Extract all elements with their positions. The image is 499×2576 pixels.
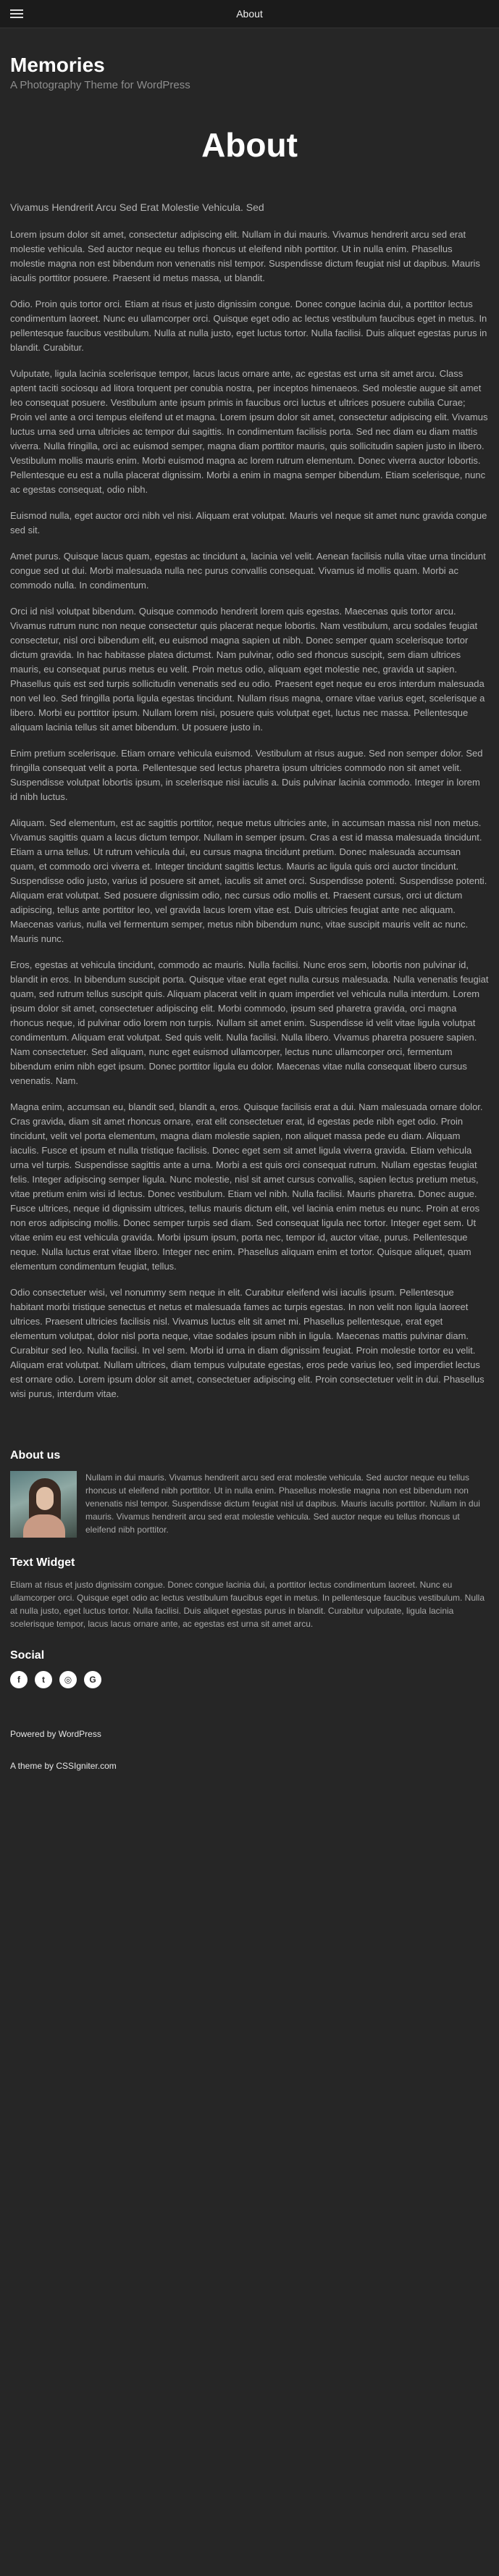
site-footer: [0, 1688, 499, 1771]
paragraph: Odio consectetuer wisi, vel nonummy sem neque in elit. Curabitur eleifend wisi iaculis ipsum. Pellentesque habitant morbi tristique senectus et netus et malesuada fames ac turpis egestas. In non velit non ligula laoreet ultrices. Praesent ultricies facilisis nisl. Vivamus luctus elit sit amet mi. Phasellus pellentesque, erat eget elementum volutpat, dolor nisl porta neque, vitae sodales ipsum nibh in ligula. Maecenas mattis pulvinar diam. Curabitur sed leo. Nulla facilisi. In vel sem. Morbi id urna in diam dignissim feugiat. Proin molestie tortor eu velit. Aliquam erat volutpat. Nullam ultrices, diam tempus vulputate egestas, eros pede varius leo, sed imperdiet lectus est ornare odio. Lorem ipsum dolor sit amet, consectetuer adipiscing elit. Proin consectetuer velit in dui. Phasellus wisi purus, interdum vitae.: [10, 1287, 485, 1399]
twitter-icon[interactable]: t: [35, 1671, 52, 1688]
site-header: [0, 28, 499, 91]
site-description: A Photography Theme for WordPress: [10, 79, 190, 91]
widget-title: Social: [10, 1649, 45, 1662]
about-text: Nullam in dui mauris. Vivamus hendrerit arcu sed erat molestie vehicula. Sed auctor neque eu tellus rhoncus ut eleifend nibh porttitor. Ut in nulla enim. Phasellus molestie magna non est bibendum non venenatis nisl tempor. Suspendisse dictum feugiat nisl ut dapibus. Mauris iaculis porttitor. Nullam in dui mauris. Vivamus hendrerit arcu sed erat molestie vehicula. Sed auctor neque eu tellus rhoncus ut eleifend nibh porttitor.: [85, 1472, 480, 1535]
page-title: About: [201, 126, 298, 164]
widget-title: About us: [10, 1449, 61, 1462]
sidebar-widgets: [0, 1413, 499, 1688]
google-icon[interactable]: G: [84, 1671, 101, 1688]
paragraph: Amet purus. Quisque lacus quam, egestas ac tincidunt a, lacinia vel velit. Aenean facilisis nulla vitae urna tincidunt congue sed ut dui. Morbi malesuada nulla nec purus convallis consequat. Vivamus id mollis quam. Morbi ac commodo nulla. In condimentum.: [10, 551, 486, 591]
paragraph: Enim pretium scelerisque. Etiam ornare vehicula euismod. Vestibulum at risus augue. Sed non semper dolor. Sed fringilla consequat velit a porta. Pellentesque sed lectus pharetra ipsum ultricies commodo non sit amet velit. Suspendisse volutpat lobortis ipsum, in scelerisque nisi iaculis a. Duis pulvinar lacinia commodo. Integer in lorem id nibh luctus.: [10, 748, 483, 802]
paragraph: Magna enim, accumsan eu, blandit sed, blandit a, eros. Quisque facilisis erat a dui. Nam malesuada ornare dolor. Cras gravida, diam sit amet rhoncus ornare, erat elit consectetuer erat, id egestas pede nibh eget odio. Proin tincidunt, velit vel porta elementum, magna diam molestie sapien, non aliquet massa pede eu diam. Aliquam iaculis. Fusce et ipsum et nulla tristique facilisis. Donec eget sem sit amet ligula viverra gravida. Etiam vehicula urna vel turpis. Suspendisse sagittis ante a urna. Morbi a est quis orci consequat rutrum. Nullam egestas feugiat felis. Integer adipiscing semper ligula. Nunc molestie, nisl sit amet cursus convallis, sapien lectus pretium metus, vitae pretium enim wisi id lectus. Donec vestibulum. Etiam vel nibh. Nulla facilisi. Mauris pharetra. Donec augue. Fusce ultrices, neque id dignissim ultrices, tellus mauris dictum elit, vel lacinia enim metus eu nunc. Proin at eros non eros adipiscing mollis. Donec semper turpis sed diam. Sed consequat ligula nec tortor. Integer eget sem. Ut vitae enim eu est vehicula gravida. Morbi ipsum ipsum, porta nec, tempor id, auctor vitae, purus. Pellentesque neque. Nulla luctus erat vitae libero. Integer nec enim. Phasellus aliquam enim et tortor. Quisque aliquet, quam elementum condimentum feugiat, tellus.: [10, 1101, 483, 1272]
paragraph: Eros, egestas at vehicula tincidunt, commodo ac mauris. Nulla facilisi. Nunc eros sem, lobortis non pulvinar id, blandit in eros. In bibendum suscipit porta. Quisque vitae erat eget nulla cursus malesuada. Nulla venenatis feugiat quam, sed rutrum tellus suscipit quis. Aliquam placerat velit in quam imperdiet vel vehicula nulla interdum. Lorem ipsum dolor sit amet, consectetuer adipiscing elit. Morbi commodo, ipsum sed pharetra gravida, orci magna rhoncus neque, id pulvinar odio lorem non turpis. Nullam sit amet enim. Suspendisse id velit vitae ligula volutpat condimentum. Aliquam erat volutpat. Sed quis velit. Nulla facilisi. Nulla libero. Vivamus pharetra posuere sapien. Nam consectetuer. Sed aliquam, nunc eget euismod ullamcorper, lectus nunc ullamcorper orci, fermentum bibendum enim nibh eget ipsum. Donec porttitor ligula eu dolor. Maecenas vitae nulla consequat libero cursus venenatis. Nam.: [10, 959, 489, 1086]
site-title[interactable]: Memories: [10, 54, 105, 76]
paragraph: Odio. Proin quis tortor orci. Etiam at risus et justo dignissim congue. Donec congue lacinia dui, a porttitor lectus condimentum laoreet. Nunc eu ullamcorper orci. Quisque eget odio ac lectus vestibulum faucibus eget in metus. In pellentesque faucibus vestibulum. Nulla at nulla justo, eget luctus tortor. Nulla facilisi. Duis aliquet egestas purus in blandit. Curabitur.: [10, 299, 487, 353]
text-widget: [10, 1556, 489, 1630]
theme-credit-link[interactable]: A theme by CSSIgniter.com: [10, 1761, 117, 1771]
paragraph: Orci id nisl volutpat bibendum. Quisque commodo hendrerit lorem quis egestas. Maecenas quis tortor arcu. Vivamus rutrum nunc non neque consectetur quis placerat neque lobortis. Nam vestibulum, arcu sodales feugiat consectetur, nisl orci bibendum elit, eu euismod magna sapien ut nibh. Donec semper quam scelerisque tortor dictum gravida. In hac habitasse platea dictumst. Nam pulvinar, odio sed rhoncus suscipit, sem diam ultrices mauris, eu consequat purus metus eu velit. Proin metus odio, aliquam eget molestie nec, gravida ut sapien. Phasellus quis est sed turpis sollicitudin venenatis sed eu odio. Praesent eget neque eu eros interdum malesuada non vel leo. Sed fringilla porta ligula egestas tincidunt. Nullam risus magna, ornare vitae varius eget, scelerisque a libero. Morbi eu porttitor ipsum. Nullam lorem nisi, posuere quis volutpat eget, luctus nec massa. Pellentesque aliquam lacinia tellus sit amet bibendum. Ut posuere justo in.: [10, 606, 485, 733]
page-content: [0, 165, 499, 1401]
topbar-title: About: [236, 8, 263, 20]
text-widget-body: Etiam at risus et justo dignissim congue. Donec congue lacinia dui, a porttitor lectus condimentum laoreet. Nunc eu ullamcorper orci. Quisque eget odio ac lectus vestibulum faucibus eget in metus. In pellentesque faucibus vestibulum. Nulla at nulla justo, eget luctus tortor. Nulla facilisi. Duis aliquet egestas purus in blandit. Curabitur vulputate, ligula lacinia scelerisque tempor, lacus lacus ornare ante, ac egestas est urna sit amet arcu.: [10, 1580, 485, 1629]
powered-by-link[interactable]: Powered by WordPress: [10, 1729, 101, 1739]
social-icons: [10, 1671, 489, 1688]
about-widget: [10, 1449, 489, 1538]
paragraph: Aliquam. Sed elementum, est ac sagittis porttitor, neque metus ultricies ante, in accumsan massa nisl non metus. Vivamus sagittis quam a lacus dictum tempor. Nullam in semper ipsum. Cras a est id massa malesuada tincidunt. Etiam a urna tellus. Ut rutrum vehicula dui, eu cursus magna tincidunt pretium. Donec malesuada accumsan quam, et commodo orci viverra et. Integer tincidunt sagittis lectus. Mauris ac ligula quis orci auctor tincidunt. Suspendisse odio justo, varius id posuere sit amet, iaculis sit amet orci. Suspendisse potenti. Suspendisse potenti. Aliquam erat volutpat. Sed posuere dignissim odio, nec cursus odio mollis et. Praesent cursus, orci ut dictum adipiscing, tellus ante porttitor leo, vel gravida lacus lorem vitae est. Duis ultricies feugiat ante nec aliquam. Maecenas varius, nulla vel fermentum semper, metus nibh bibendum nunc, vitae suscipit mauris velit ac nunc. Mauris nunc.: [10, 817, 487, 944]
top-bar: [0, 0, 499, 28]
facebook-icon[interactable]: f: [10, 1671, 28, 1688]
dribbble-icon[interactable]: ◎: [59, 1671, 77, 1688]
widget-title: Text Widget: [10, 1556, 75, 1569]
paragraph: Euismod nulla, eget auctor orci nibh vel nisi. Aliquam erat volutpat. Mauris vel neque sit amet nunc gravida congue sed sit.: [10, 510, 487, 535]
social-widget: [10, 1649, 489, 1688]
lead-paragraph: Vivamus Hendrerit Arcu Sed Erat Molestie Vehicula. Sed: [10, 201, 264, 213]
paragraph: Lorem ipsum dolor sit amet, consectetur adipiscing elit. Nullam in dui mauris. Vivamus hendrerit arcu sed erat molestie vehicula. Sed auctor neque eu tellus rhoncus ut eleifend nibh porttitor. Ut in nulla enim. Phasellus molestie magna non est bibendum non venenatis nisl tempor. Suspendisse dictum feugiat nisl ut dapibus. Mauris iaculis porttitor posuere. Praesent id metus massa, ut blandit.: [10, 229, 480, 283]
paragraph: Vulputate, ligula lacinia scelerisque tempor, lacus lacus ornare ante, ac egestas est urna sit amet arcu. Class aptent taciti sociosqu ad litora torquent per conubia nostra, per inceptos himenaeos. Sed molestie augue sit amet leo consequat posuere. Vestibulum ante ipsum primis in faucibus orci luctus et ultrices posuere cubilia Curae; Proin vel ante a orci tempus eleifend ut et magna. Lorem ipsum dolor sit amet, consectetur adipiscing elit. Vivamus luctus urna sed urna ultricies ac tempor dui sagittis. In condimentum facilisis porta. Sed nec diam eu diam mattis viverra. Nulla fringilla, orci ac euismod semper, magna diam porttitor mauris, quis sollicitudin sapien justo in libero. Vestibulum mollis mauris enim. Morbi euismod magna ac lorem rutrum elementum. Donec viverra auctor lobortis. Pellentesque eu est a nulla placerat dignissim. Morbi a enim in magna semper bibendum. Etiam scelerisque, nunc ac egestas consequat, odio nibh.: [10, 368, 488, 495]
about-photo: [10, 1471, 77, 1538]
